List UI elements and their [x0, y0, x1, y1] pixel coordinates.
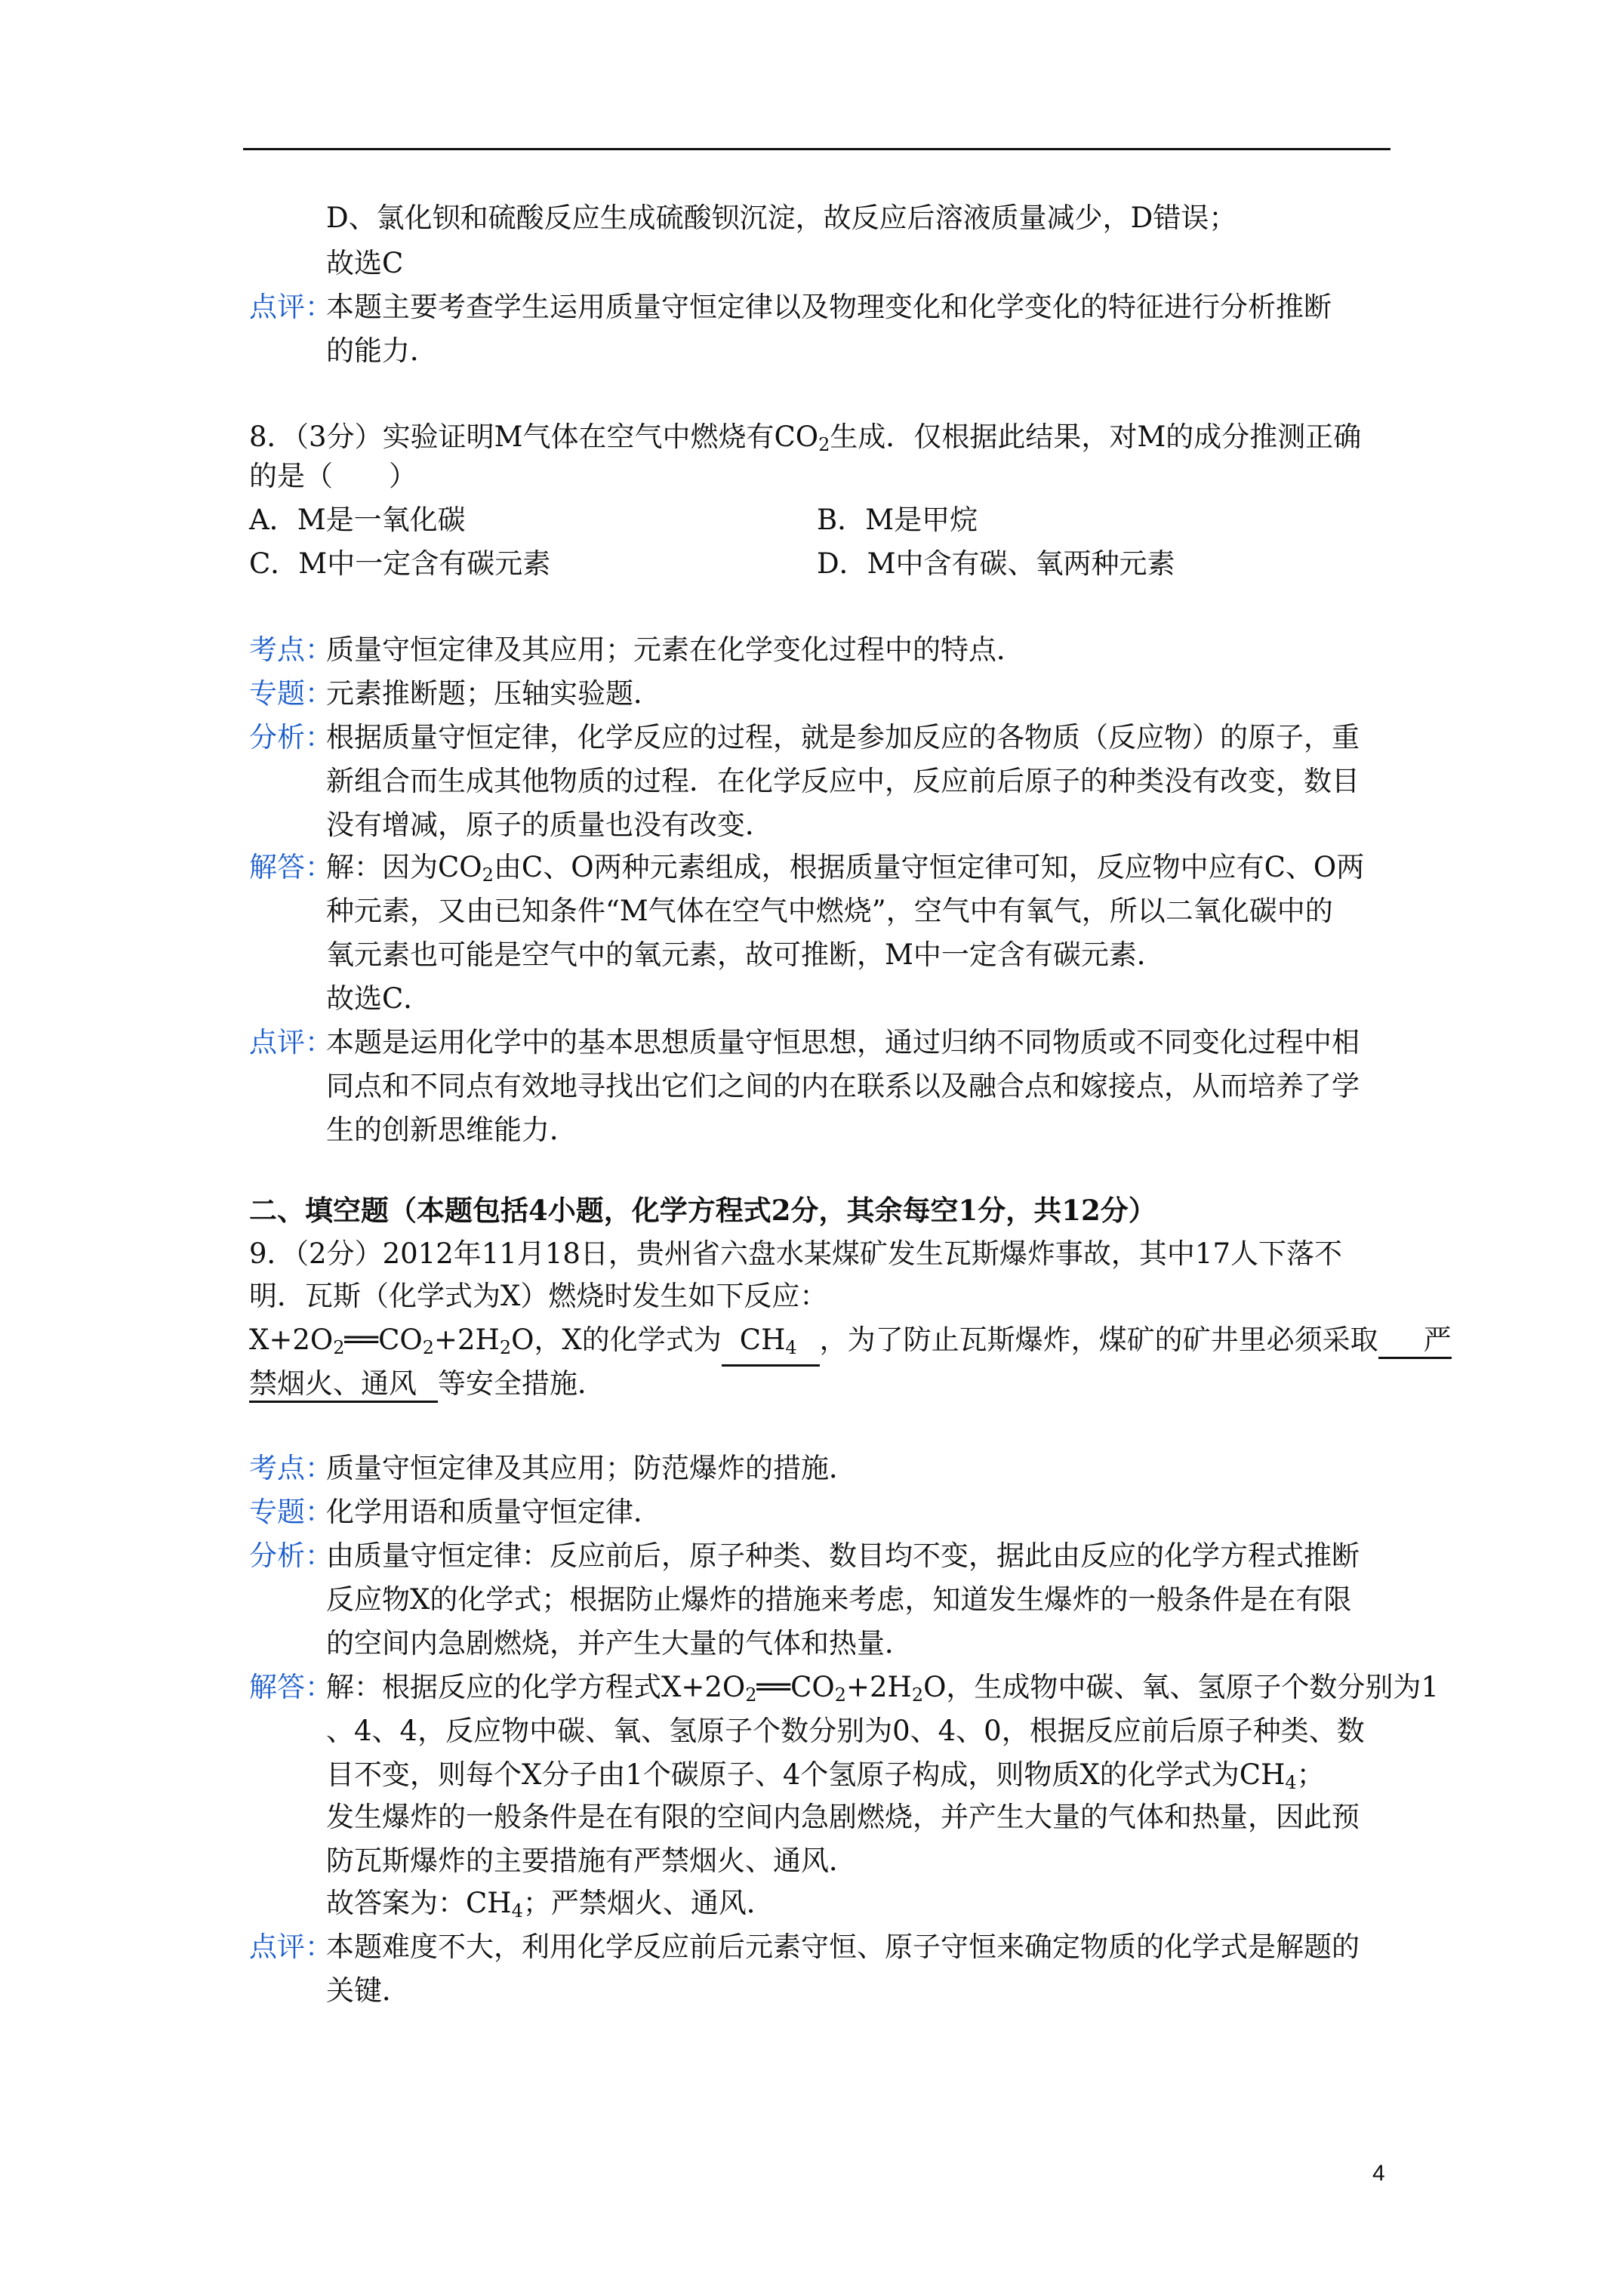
- q9-zhuanti: 化学用语和质量守恒定律．: [326, 1496, 661, 1528]
- q8-stem-line-2: 的是（ ）: [249, 460, 417, 492]
- prev-comment-line-1: 本题主要考查学生运用质量守恒定律以及物理变化和化学变化的特征进行分析推断: [326, 291, 1332, 323]
- q8-option-d: D．M中含有碳、氧两种元素: [817, 547, 1175, 580]
- q9-dianping-line-1: 本题难度不大，利用化学反应前后元素守恒、原子守恒来确定物质的化学式是解题的: [326, 1931, 1360, 1963]
- q9-fenxi-line-3: 的空间内急剧燃烧，并产生大量的气体和热量．: [326, 1627, 913, 1660]
- q8-fenxi-label: 分析：: [249, 721, 333, 754]
- q8-zhuanti: 元素推断题；压轴实验题．: [326, 677, 661, 710]
- q9-zhuanti-label: 专题：: [249, 1496, 333, 1528]
- prev-comment-line-2: 的能力．: [326, 334, 438, 367]
- header-rule: [243, 148, 1390, 150]
- q9-jieda-line-5: 防瓦斯爆炸的主要措施有严禁烟火、通风．: [326, 1845, 857, 1877]
- q9-jieda-line-1: 解：根据反应的化学方程式$X+2O_2══CO_2+2H_2O$，生成物中碳、氧、氢原子个数分别为1: [326, 1671, 1439, 1706]
- q9-fenxi-label: 分析：: [249, 1539, 333, 1572]
- q9-fenxi-line-1: 由质量守恒定律：反应前后，原子种类、数目均不变，据此由反应的化学方程式推断: [326, 1539, 1360, 1572]
- q9-jieda-line-4: 发生爆炸的一般条件是在有限的空间内急剧燃烧，并产生大量的气体和热量，因此预: [326, 1801, 1360, 1833]
- q8-option-c: C．M中一定含有碳元素: [249, 547, 551, 580]
- q9-answer-blank-2a: 严: [1378, 1324, 1452, 1359]
- q8-dianping-line-3: 生的创新思维能力．: [326, 1114, 577, 1146]
- q8-jieda-line-2: 种元素，又由已知条件“M气体在空气中燃烧”，空气中有氧气，所以二氧化碳中的: [326, 895, 1333, 927]
- q9-kaodian: 质量守恒定律及其应用；防范爆炸的措施．: [326, 1452, 857, 1484]
- q9-kaodian-label: 考点：: [249, 1452, 333, 1484]
- q9-equation-line: $X+2O_2══CO_2+2H_2O$，X的化学式为 $CH_4$ ，为了防止瓦斯爆炸，煤矿的矿井里必须采取 严: [249, 1321, 1452, 1367]
- q8-fenxi-line-2: 新组合而生成其他物质的过程．在化学反应中，反应前后原子的种类没有改变，数目: [326, 765, 1360, 797]
- q8-fenxi-line-1: 根据质量守恒定律，化学反应的过程，就是参加反应的各物质（反应物）的原子，重: [326, 721, 1360, 754]
- section-heading: 二、填空题（本题包括4小题，化学方程式2分，其余每空1分，共12分）: [249, 1194, 1156, 1227]
- q9-stem-line-4: 禁烟火、通风 等安全措施．: [249, 1365, 605, 1403]
- q8-jieda-line-3: 氧元素也可能是空气中的氧元素，故可推断，M中一定含有碳元素．: [326, 938, 1165, 971]
- q9-dianping-label: 点评：: [249, 1931, 333, 1963]
- q9-answer-blank-2b: 禁烟火、通风: [249, 1367, 438, 1403]
- q9-fenxi-line-2: 反应物X的化学式；根据防止爆炸的措施来考虑，知道发生爆炸的一般条件是在有限: [326, 1583, 1352, 1616]
- q8-option-b: B．M是甲烷: [817, 504, 978, 536]
- prev-choice: 故选C: [326, 247, 404, 279]
- q9-jieda-label: 解答：: [249, 1671, 333, 1703]
- q8-fenxi-line-3: 没有增减，原子的质量也没有改变．: [326, 809, 773, 841]
- q9-dianping-line-2: 关键．: [326, 1974, 410, 2007]
- q9-jieda-line-2: 、4、4，反应物中碳、氧、氢原子个数分别为0、4、0，根据反应前后原子种类、数: [326, 1715, 1365, 1747]
- q9-jieda-line-3: 目不变，则每个X分子由1个碳原子、4个氢原子构成，则物质X的化学式为$CH_4$；: [326, 1758, 1325, 1793]
- q8-dianping-label: 点评：: [249, 1026, 333, 1059]
- q9-stem-line-1: 9．（2分）2012年11月18日，贵州省六盘水某煤矿发生瓦斯爆炸事故，其中17人下落不: [249, 1237, 1342, 1270]
- q8-dianping-line-1: 本题是运用化学中的基本思想质量守恒思想，通过归纳不同物质或不同变化过程中相: [326, 1026, 1360, 1059]
- q8-zhuanti-label: 专题：: [249, 677, 333, 710]
- prev-option-d-explanation: D、氯化钡和硫酸反应生成硫酸钡沉淀，故反应后溶液质量减少，D错误；: [326, 202, 1237, 234]
- q8-jieda-label: 解答：: [249, 851, 333, 883]
- q8-kaodian-label: 考点：: [249, 633, 333, 666]
- prev-comment-label: 点评：: [249, 291, 333, 323]
- q9-jieda-line-6: 故答案为：$CH_4$；严禁烟火、通风．: [326, 1887, 775, 1922]
- page-number: 4: [1372, 2161, 1385, 2186]
- q8-kaodian: 质量守恒定律及其应用；元素在化学变化过程中的特点．: [326, 633, 1024, 666]
- q8-jieda-line-1: 解：因为$CO_2$由C、O两种元素组成，根据质量守恒定律可知，反应物中应有C、O两: [326, 851, 1365, 886]
- q9-stem-line-2: 明．瓦斯（化学式为X）燃烧时发生如下反应：: [249, 1280, 828, 1312]
- q8-stem-line-1: 8．（3分）实验证明M气体在空气中燃烧有$CO_2$生成．仅根据此结果，对M的成分推测正确: [249, 421, 1362, 455]
- q9-answer-blank-1: $CH_4$: [722, 1324, 820, 1367]
- q8-jieda-line-4: 故选C．: [326, 982, 432, 1015]
- q8-dianping-line-2: 同点和不同点有效地寻找出它们之间的内在联系以及融合点和嫁接点，从而培养了学: [326, 1070, 1360, 1102]
- q8-option-a: A．M是一氧化碳: [249, 504, 466, 536]
